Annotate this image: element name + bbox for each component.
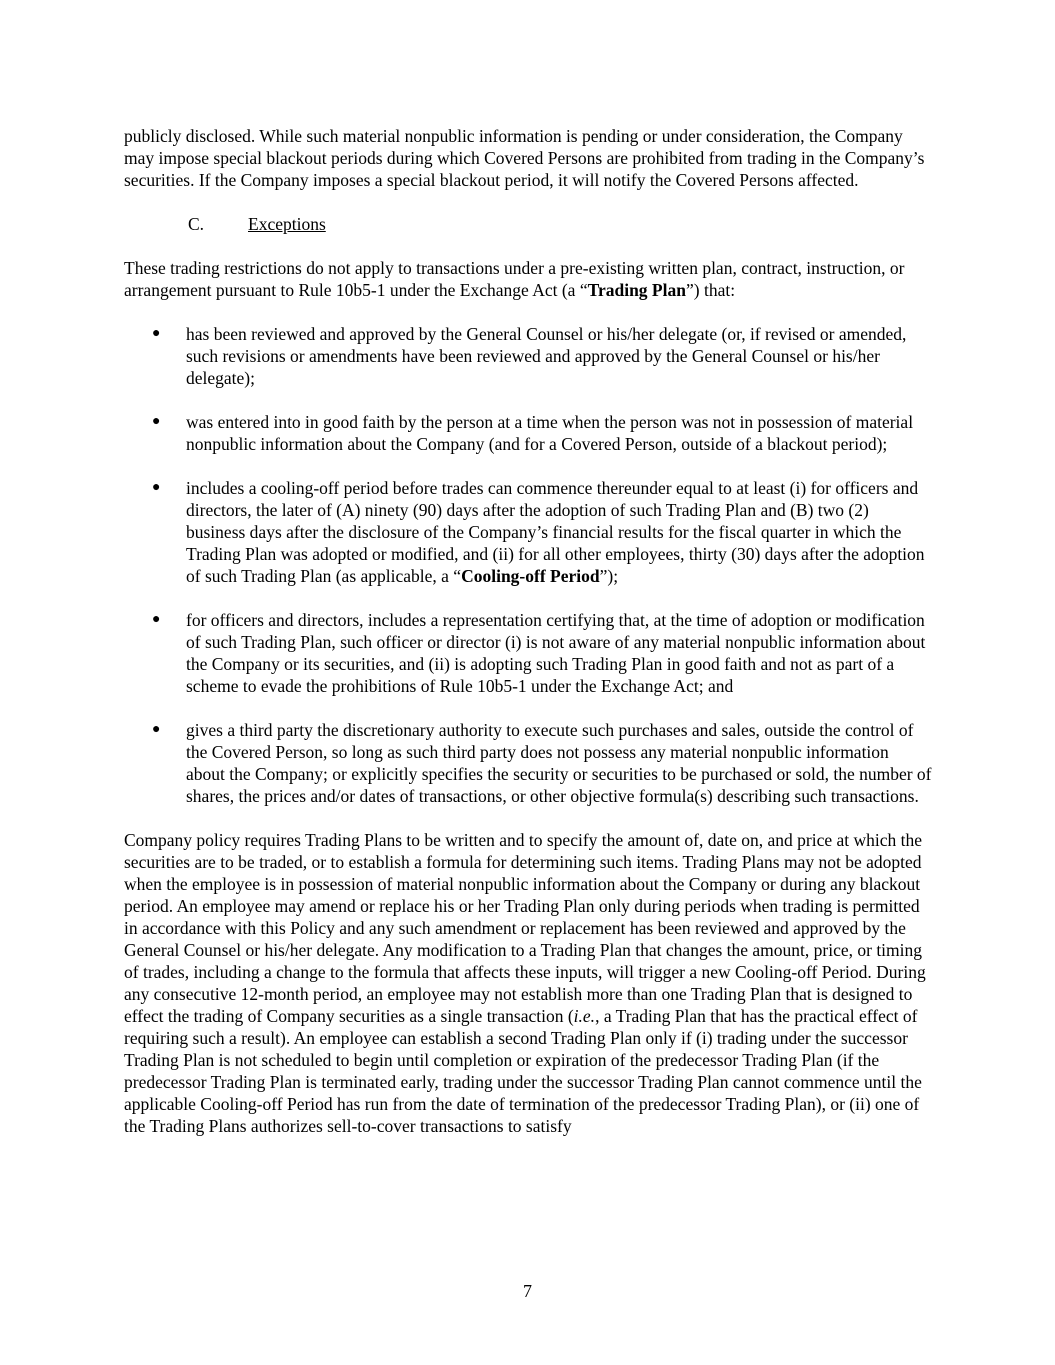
exceptions-intro <box>124 257 936 301</box>
intro-defined-term: Trading Plan <box>587 280 686 300</box>
bullet-icon: ● <box>152 414 161 429</box>
section-heading <box>124 213 936 235</box>
paragraph-blackout-continuation: publicly disclosed. While such material nonpublic information is pending or under consideration, the Company may impose special blackout periods during which Covered Persons are prohibited from trading in the Company’s securities. If the Company imposes a special blackout period, it will notify the Covered Persons affected. <box>124 126 925 190</box>
section-letter: C. <box>188 214 205 234</box>
trading-plan-policy-paragraph <box>124 829 936 1137</box>
list-item <box>124 609 936 697</box>
section-title: Exceptions <box>248 214 326 234</box>
policy-italic-ie: i.e. <box>573 1006 596 1026</box>
list-item-text: gives a third party the discretionary authority to execute such purchases and sales, outside the control of the Covered Person, so long as such third party does not possess any material nonpublic information about the Company; or explicitly specifies the security or securities to be purchased or sold, the number of shares, the prices and/or dates of transactions, or other objective formula(s) describing such transactions. <box>186 720 932 806</box>
intro-text-before: These trading restrictions do not apply to transactions under a pre-existing written plan, contract, instruction, or arrangement pursuant to Rule 10b5-1 under the Exchange Act (a “ <box>124 258 905 300</box>
policy-text-before: Company policy requires Trading Plans to be written and to specify the amount of, date on, and price at which the securities are to be traded, or to establish a formula for determining such items. Trading Plans may not be adopted when the employee is in possession of material nonpublic information about the Company or during any blackout period. An employee may amend or replace his or her Trading Plan only during periods when trading is permitted in accordance with this Policy and any such amendment or replacement has been reviewed and approved by the General Counsel or his/her delegate. Any modification to a Trading Plan that changes the amount, price, or timing of trades, including a change to the formula that affects these inputs, will trigger a new Cooling-off Period. During any consecutive 12-month period, an employee may not establish more than one Trading Plan that is designed to effect the trading of Company securities as a single transaction ( <box>124 830 926 1026</box>
document-page <box>124 125 936 1137</box>
list-item-text: includes a cooling-off period before trades can commence thereunder equal to at least (i) for officers and directors, the later of (A) ninety (90) days after the adoption of such Trading Plan and (B) two (2) business days after the disclosure of the Company’s financial results for the fiscal quarter in which the Trading Plan was adopted or modified, and (ii) for all other employees, thirty (30) days after the adoption of such Trading Plan (as applicable, a “ <box>186 478 925 586</box>
bullet-icon: ● <box>152 612 161 627</box>
bullet-icon: ● <box>152 480 161 495</box>
list-item-text: was entered into in good faith by the person at a time when the person was not in possession of material nonpublic information about the Company (and for a Covered Person, outside of a blackout period); <box>186 412 914 454</box>
list-item-text: has been reviewed and approved by the General Counsel or his/her delegate (or, if revised or amended, such revisions or amendments have been reviewed and approved by the General Counsel or his/her delegate); <box>186 324 907 388</box>
list-item <box>124 411 936 455</box>
page-number: 7 <box>523 1281 532 1301</box>
bullet-icon: ● <box>152 326 161 341</box>
list-item-text-cooling-off <box>186 477 936 587</box>
policy-text-after: , a Trading Plan that has the practical effect of requiring such a result). An employee can establish a second Trading Plan only if (i) trading under the successor Trading Plan is not scheduled to begin until completion or expiration of the predecessor Trading Plan (if the predecessor Trading Plan is terminated early, trading under the successor Trading Plan cannot commence until the applicable Cooling-off Period has run from the date of termination of the predecessor Trading Plan), or (ii) one of the Trading Plans authorizes sell-to-cover transactions to satisfy <box>124 1006 922 1136</box>
list-item <box>124 719 936 807</box>
list-item-text: for officers and directors, includes a representation certifying that, at the time of adoption or modification of such Trading Plan, such officer or director (i) is not aware of any material nonpublic information about the Company or its securities, and (ii) is adopting such Trading Plan in good faith and not as part of a scheme to evade the prohibitions of Rule 10b5-1 under the Exchange Act; and <box>186 610 926 696</box>
intro-text-after: ”) that: <box>685 280 736 300</box>
exception-conditions-list <box>124 323 936 807</box>
cooling-off-defined-term: Cooling-off Period <box>461 566 600 586</box>
list-item <box>124 477 936 587</box>
bullet-icon: ● <box>152 722 161 737</box>
list-item-text-end: ”); <box>599 566 619 586</box>
list-item <box>124 323 936 389</box>
